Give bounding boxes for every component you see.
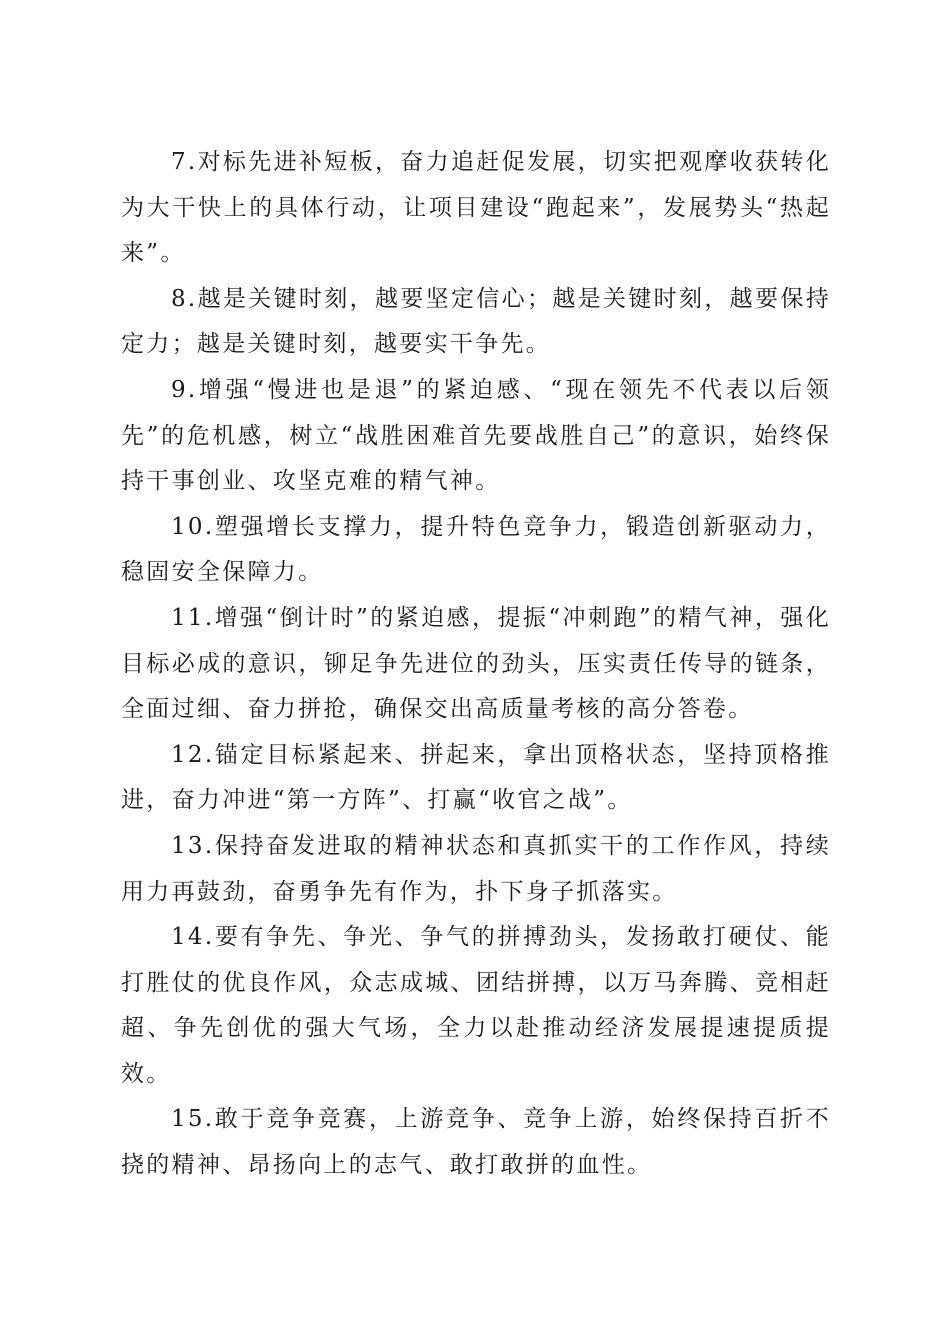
paragraph-12: 12.锚定目标紧起来、拼起来，拿出顶格状态，坚持顶格推进，奋力冲进“第一方阵”、打赢“收官之战”。 [121,741,831,814]
paragraph-15: 15.敢于竞争竞赛，上游竞争、竞争上游，始终保持百折不挠的精神、昂扬向上的志气、敢打敢拼的血性。 [121,1106,831,1179]
paragraph-7: 7.对标先进补短板，奋力追赶促发展，切实把观摩收获转化为大干快上的具体行动，让项目建设“跑起来”，发展势头“热起来”。 [121,149,831,267]
paragraph-11: 11.增强“倒计时”的紧迫感，提振“冲刺跑”的精气神，强化目标必成的意识，铆足争先进位的劲头，压实责任传导的链条，全面过细、奋力拼抢，确保交出高质量考核的高分答卷。 [121,604,831,723]
paragraph-13: 13.保持奋发进取的精神状态和真抓实干的工作作风，持续用力再鼓劲，奋勇争先有作为，扑下身子抓落实。 [121,832,831,905]
paragraph-14: 14.要有争先、争光、争气的拼搏劲头，发扬敢打硬仗、能打胜仗的优良作风，众志成城、团结拼搏，以万马奔腾、竞相赶超、争先创优的强大气场，全力以赴推动经济发展提速提质提效。 [121,924,831,1087]
paragraph-8: 8.越是关键时刻，越要坚定信心；越是关键时刻，越要保持定力；越是关键时刻，越要实干争先。 [121,285,831,358]
paragraph-10: 10.塑强增长支撑力，提升特色竞争力，锻造创新驱动力，稳固安全保障力。 [121,513,831,586]
document-body [121,140,831,1189]
paragraph-9: 9.增强“慢进也是退”的紧迫感、“现在领先不代表以后领先”的危机感，树立“战胜困难首先要战胜自己”的意识，始终保持干事创业、攻坚克难的精气神。 [121,376,831,495]
